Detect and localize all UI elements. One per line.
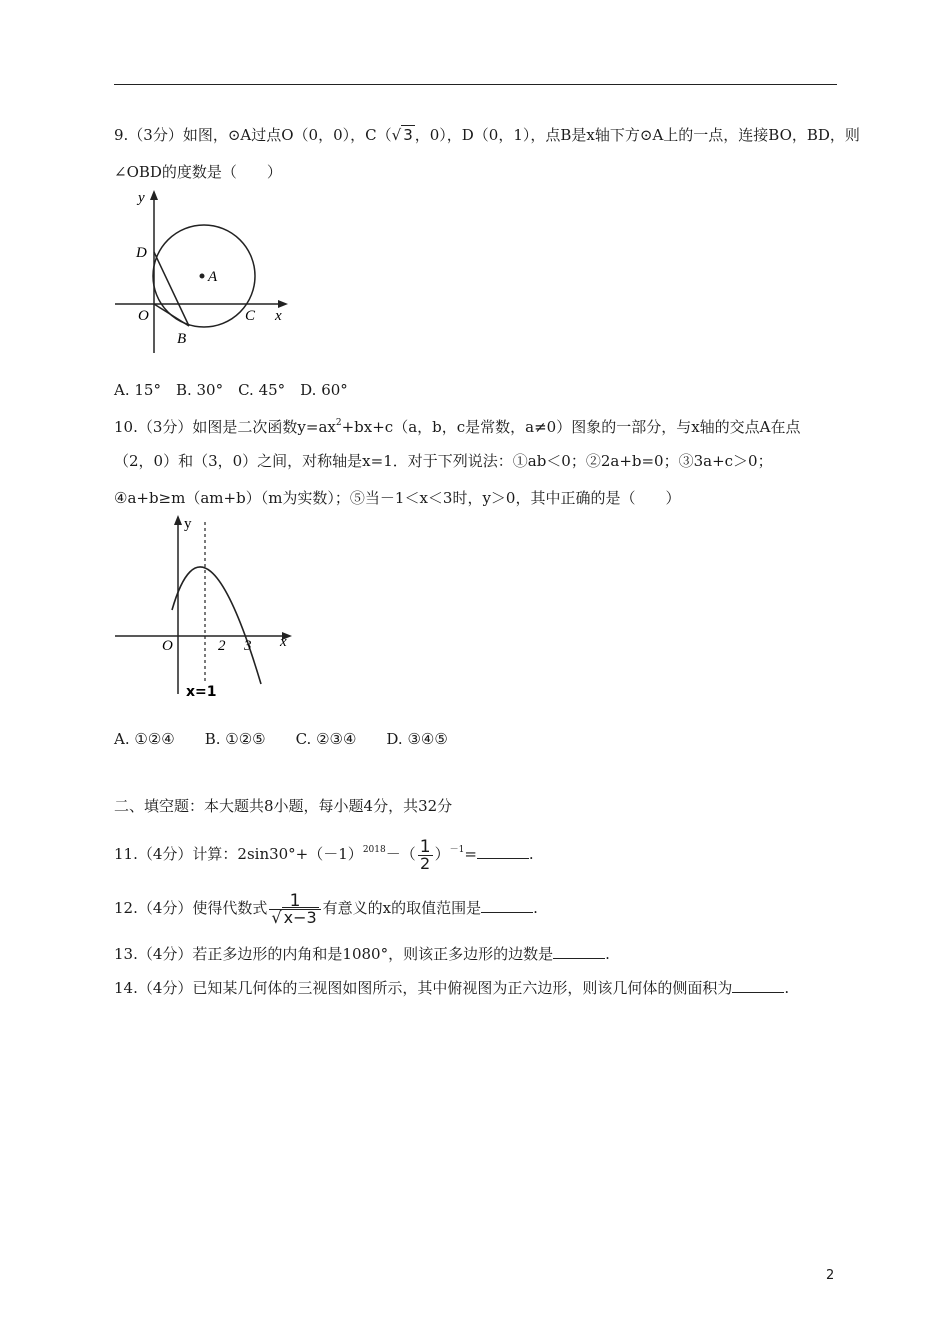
q10-label-O: O [162,638,173,654]
q9-options: A. 15° B. 30° C. 45° D. 60° [114,381,348,399]
q9-label-C: C [245,308,256,324]
page-number: 2 [826,1268,835,1283]
q9-label-O: O [138,308,149,324]
q10-stem-line2: （2，0）和（3，0）之间，对称轴是x=1．对于下列说法：①ab＜0；②2a+b=0；③3a+c＞0； [114,452,773,470]
q12-fraction: $\frac{1}{√ x-3}$ [269,893,320,926]
q10-stem-line1: 10.（3分）如图是二次函数$y=ax^2+bx+c(a$，b，c是常数，a≠0）图象的一部分，与x轴的交点A在点 [114,418,801,436]
q9-y-arrow [150,190,158,200]
q9-center-dot [200,274,205,279]
q9-label-D: D [136,245,147,261]
q10-options: A. ①②④ B. ①②⑤ C. ②③④ D. ③④⑤ [114,730,448,748]
q9-label-x: x [275,308,282,324]
section-2-heading: 二、填空题：本大题共8小题，每小题4分，共32分 [114,797,453,815]
q13-stem: 13.（4分）若正多边形的内角和是1080°，则该正多边形的边数是 . [114,945,610,963]
sqrt-3: √ 3 [391,126,413,144]
q10-label-3: 3 [244,638,252,654]
q14-answer-blank [732,978,784,993]
q11-stem: 11.（4分）计算：$2\sin 30^\circ+(-1)^{2018}-$（ $\frac{1}{2}$ ）$^{-1}$= . [114,836,534,873]
q9-stem-line2: ∠OBD的度数是（ ） [114,163,282,181]
q9-label-B: B [177,331,187,347]
q10-parabola-figure [110,512,300,702]
q11-answer-blank [477,844,529,859]
q9-stem-line1: 9.（3分）如图，⊙A过点O（0，0），C（√ 3 ，0），D（0，1），点B是x轴下方⊙A上的一点，连接BO，BD，则 [114,126,860,144]
q10-label-2: 2 [218,638,226,654]
q10-y-arrow [174,515,182,525]
q10-parabola-curve [172,567,261,684]
q9-label-y: y [138,190,145,206]
q10-label-x: x [280,634,287,650]
q9-x-arrow [278,300,288,308]
q10-stem-line3: ④a+b≥m（am+b）（m为实数）；⑤当－1＜x＜3时，y＞0，其中正确的是（ ） [114,489,681,507]
q10-label-y: y [184,516,192,532]
header-rule [114,84,837,85]
q12-answer-blank [481,898,533,913]
q13-answer-blank [553,944,605,959]
q9-circle-figure [110,188,295,358]
q12-stem: 12.（4分）使得代数式 $\frac{1}{√ x-3}$ 有意义的x的取值范围是 . [114,890,538,927]
q10-label-axis: x=1 [186,684,217,700]
q14-stem: 14.（4分）已知某几何体的三视图如图所示，其中俯视图为正六边形，则该几何体的侧面积为 . [114,979,790,997]
q9-label-A: A [208,269,218,285]
q11-fraction: $\frac{1}{2}$ [419,836,431,873]
